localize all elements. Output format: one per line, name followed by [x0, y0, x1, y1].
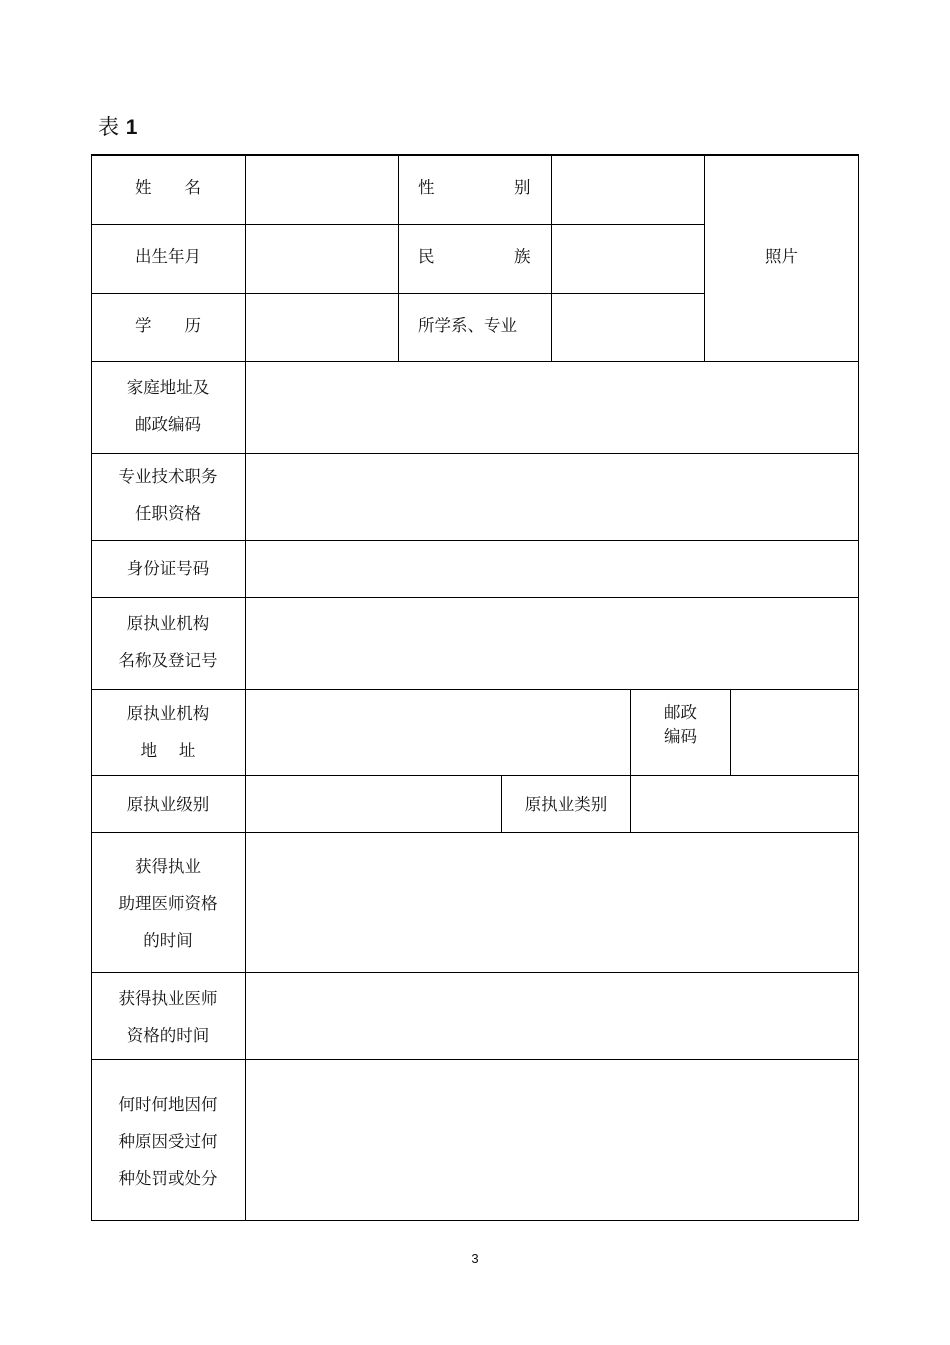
education-label: 学 历	[135, 316, 201, 335]
id-number-label: 身份证号码	[126, 559, 210, 578]
major-label: 所学系、专业	[418, 316, 517, 335]
page-number: 3	[471, 1251, 479, 1266]
table-caption	[98, 113, 137, 142]
gender-label-b: 别	[514, 178, 531, 197]
ethnicity-label-b: 族	[514, 247, 531, 266]
phys-qual-label-1: 获得执业医师	[118, 989, 218, 1008]
gender-label-a: 性	[418, 178, 435, 197]
prev-org-label-1: 原执业机构	[126, 614, 210, 633]
postcode-label-1: 邮政	[664, 703, 697, 722]
postcode-label-2: 编码	[664, 727, 697, 746]
photo-placeholder: 照片	[765, 247, 798, 266]
home-address-label-2: 邮政编码	[135, 415, 201, 434]
penalty-label-1: 何时何地因何	[118, 1095, 218, 1114]
registration-form-table	[91, 154, 859, 1221]
penalty-label-3: 种处罚或处分	[118, 1169, 218, 1188]
ethnicity-label-a: 民	[418, 247, 435, 266]
caption-prefix: 表	[98, 115, 119, 139]
asst-qual-label-1: 获得执业	[135, 857, 201, 876]
prev-org-address-label-1: 原执业机构	[126, 704, 210, 723]
prev-level-label: 原执业级别	[126, 795, 210, 814]
birth-label: 出生年月	[135, 247, 201, 266]
asst-qual-label-2: 助理医师资格	[118, 894, 218, 913]
title-label-1: 专业技术职务	[118, 467, 218, 486]
name-label: 姓 名	[135, 178, 201, 197]
penalty-label-2: 种原因受过何	[118, 1132, 218, 1151]
asst-qual-label-3: 的时间	[143, 931, 193, 950]
prev-category-label: 原执业类别	[524, 795, 608, 814]
prev-org-label-2: 名称及登记号	[118, 651, 218, 670]
home-address-label-1: 家庭地址及	[126, 378, 210, 397]
prev-org-address-label-2: 地 址	[140, 741, 196, 760]
caption-number: 1	[125, 116, 138, 139]
phys-qual-label-2: 资格的时间	[126, 1026, 210, 1045]
title-label-2: 任职资格	[135, 504, 201, 523]
